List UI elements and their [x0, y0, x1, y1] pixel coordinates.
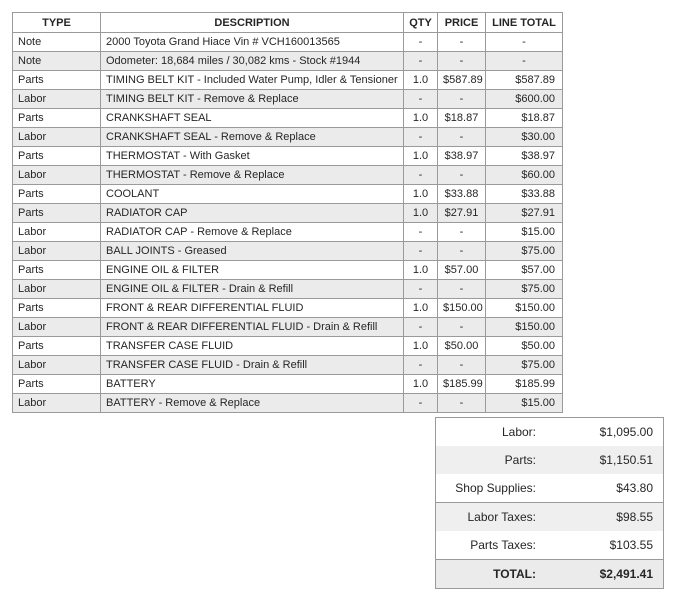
- total-value: $2,491.41: [599, 567, 653, 581]
- table-row: [13, 147, 563, 166]
- cell-price: $18.87: [438, 109, 486, 128]
- cell-line-total: $15.00: [486, 223, 563, 242]
- cell-qty: 1.0: [404, 185, 438, 204]
- table-row: [13, 52, 563, 71]
- table-row: [13, 33, 563, 52]
- summary-row-parts-taxes: [436, 531, 663, 559]
- table-row: [13, 223, 563, 242]
- invoice-table-header: [13, 13, 563, 33]
- cell-line-total: $75.00: [486, 242, 563, 261]
- header-qty: QTY: [404, 13, 438, 33]
- cell-price: -: [438, 90, 486, 109]
- cell-qty: 1.0: [404, 71, 438, 90]
- table-row: [13, 394, 563, 413]
- cell-qty: -: [404, 166, 438, 185]
- labor-value: $1,095.00: [599, 425, 653, 439]
- header-price: PRICE: [438, 13, 486, 33]
- header-description: DESCRIPTION: [101, 13, 404, 33]
- cell-price: -: [438, 242, 486, 261]
- parts-value: $1,150.51: [599, 453, 653, 467]
- table-row: [13, 185, 563, 204]
- cell-qty: -: [404, 90, 438, 109]
- cell-type: Labor: [13, 90, 101, 109]
- invoice-table-body: [13, 33, 563, 413]
- cell-qty: -: [404, 394, 438, 413]
- cell-description: ENGINE OIL & FILTER - Drain & Refill: [101, 280, 404, 299]
- header-type: TYPE: [13, 13, 101, 33]
- parts-taxes-value: $103.55: [609, 538, 653, 552]
- parts-taxes-label: Parts Taxes:: [470, 538, 536, 552]
- summary-row-shop-supplies: [436, 474, 663, 502]
- cell-type: Labor: [13, 223, 101, 242]
- parts-label: Parts:: [504, 453, 536, 467]
- table-row: [13, 128, 563, 147]
- cell-description: THERMOSTAT - Remove & Replace: [101, 166, 404, 185]
- cell-description: Odometer: 18,684 miles / 30,082 kms - Stock #1944: [101, 52, 404, 71]
- cell-qty: -: [404, 52, 438, 71]
- table-row: [13, 71, 563, 90]
- table-row: [13, 375, 563, 394]
- cell-type: Parts: [13, 147, 101, 166]
- cell-description: TIMING BELT KIT - Included Water Pump, Idler & Tensioner: [101, 71, 404, 90]
- cell-line-total: $18.87: [486, 109, 563, 128]
- cell-line-total: -: [486, 33, 563, 52]
- cell-qty: 1.0: [404, 299, 438, 318]
- cell-line-total: $75.00: [486, 280, 563, 299]
- cell-qty: 1.0: [404, 261, 438, 280]
- cell-description: CRANKSHAFT SEAL - Remove & Replace: [101, 128, 404, 147]
- cell-qty: 1.0: [404, 204, 438, 223]
- cell-type: Parts: [13, 71, 101, 90]
- summary-row-parts: [436, 446, 663, 474]
- cell-qty: 1.0: [404, 375, 438, 394]
- cell-line-total: $150.00: [486, 299, 563, 318]
- table-row: [13, 299, 563, 318]
- table-row: [13, 261, 563, 280]
- summary-row-labor: [436, 418, 663, 446]
- cell-type: Note: [13, 33, 101, 52]
- cell-price: $33.88: [438, 185, 486, 204]
- cell-type: Parts: [13, 204, 101, 223]
- cell-description: TIMING BELT KIT - Remove & Replace: [101, 90, 404, 109]
- table-row: [13, 280, 563, 299]
- total-label: TOTAL:: [493, 567, 536, 581]
- cell-price: -: [438, 33, 486, 52]
- cell-price: $150.00: [438, 299, 486, 318]
- cell-type: Parts: [13, 185, 101, 204]
- header-row: [13, 13, 563, 33]
- cell-price: $50.00: [438, 337, 486, 356]
- totals-summary: [435, 417, 664, 589]
- cell-description: CRANKSHAFT SEAL: [101, 109, 404, 128]
- table-row: [13, 109, 563, 128]
- cell-qty: -: [404, 128, 438, 147]
- cell-qty: -: [404, 223, 438, 242]
- cell-price: $587.89: [438, 71, 486, 90]
- cell-type: Labor: [13, 280, 101, 299]
- cell-line-total: $27.91: [486, 204, 563, 223]
- cell-description: TRANSFER CASE FLUID: [101, 337, 404, 356]
- cell-qty: -: [404, 318, 438, 337]
- cell-line-total: $600.00: [486, 90, 563, 109]
- cell-qty: -: [404, 33, 438, 52]
- cell-description: TRANSFER CASE FLUID - Drain & Refill: [101, 356, 404, 375]
- cell-line-total: $150.00: [486, 318, 563, 337]
- table-row: [13, 204, 563, 223]
- table-row: [13, 166, 563, 185]
- cell-description: FRONT & REAR DIFFERENTIAL FLUID: [101, 299, 404, 318]
- cell-qty: -: [404, 242, 438, 261]
- cell-line-total: $33.88: [486, 185, 563, 204]
- cell-type: Parts: [13, 299, 101, 318]
- cell-description: 2000 Toyota Grand Hiace Vin # VCH160013565: [101, 33, 404, 52]
- table-row: [13, 90, 563, 109]
- table-row: [13, 337, 563, 356]
- cell-description: BALL JOINTS - Greased: [101, 242, 404, 261]
- cell-price: $185.99: [438, 375, 486, 394]
- cell-qty: -: [404, 280, 438, 299]
- cell-type: Parts: [13, 337, 101, 356]
- cell-description: RADIATOR CAP: [101, 204, 404, 223]
- cell-description: COOLANT: [101, 185, 404, 204]
- cell-price: -: [438, 223, 486, 242]
- cell-price: $38.97: [438, 147, 486, 166]
- cell-price: -: [438, 128, 486, 147]
- summary-row-total: [436, 559, 663, 588]
- cell-line-total: $60.00: [486, 166, 563, 185]
- cell-price: $57.00: [438, 261, 486, 280]
- cell-qty: 1.0: [404, 147, 438, 166]
- cell-price: -: [438, 394, 486, 413]
- cell-type: Labor: [13, 242, 101, 261]
- cell-line-total: $75.00: [486, 356, 563, 375]
- labor-label: Labor:: [501, 425, 536, 439]
- cell-description: THERMOSTAT - With Gasket: [101, 147, 404, 166]
- cell-price: -: [438, 166, 486, 185]
- cell-price: -: [438, 318, 486, 337]
- cell-qty: 1.0: [404, 337, 438, 356]
- cell-type: Parts: [13, 375, 101, 394]
- cell-type: Parts: [13, 109, 101, 128]
- shop-supplies-label: Shop Supplies:: [455, 481, 536, 495]
- cell-type: Parts: [13, 261, 101, 280]
- cell-type: Labor: [13, 356, 101, 375]
- cell-line-total: -: [486, 52, 563, 71]
- summary-row-labor-taxes: [436, 502, 663, 531]
- table-row: [13, 356, 563, 375]
- cell-qty: 1.0: [404, 109, 438, 128]
- cell-line-total: $30.00: [486, 128, 563, 147]
- table-row: [13, 318, 563, 337]
- cell-line-total: $185.99: [486, 375, 563, 394]
- cell-line-total: $587.89: [486, 71, 563, 90]
- invoice-table: [12, 12, 563, 413]
- cell-qty: -: [404, 356, 438, 375]
- shop-supplies-value: $43.80: [616, 481, 653, 495]
- cell-line-total: $50.00: [486, 337, 563, 356]
- cell-line-total: $57.00: [486, 261, 563, 280]
- cell-type: Labor: [13, 318, 101, 337]
- cell-type: Labor: [13, 166, 101, 185]
- cell-description: BATTERY: [101, 375, 404, 394]
- cell-price: -: [438, 52, 486, 71]
- table-row: [13, 242, 563, 261]
- cell-price: -: [438, 280, 486, 299]
- cell-description: RADIATOR CAP - Remove & Replace: [101, 223, 404, 242]
- labor-taxes-value: $98.55: [616, 510, 653, 524]
- cell-line-total: $38.97: [486, 147, 563, 166]
- cell-price: -: [438, 356, 486, 375]
- cell-description: BATTERY - Remove & Replace: [101, 394, 404, 413]
- cell-description: ENGINE OIL & FILTER: [101, 261, 404, 280]
- cell-description: FRONT & REAR DIFFERENTIAL FLUID - Drain & Refill: [101, 318, 404, 337]
- cell-line-total: $15.00: [486, 394, 563, 413]
- header-line-total: LINE TOTAL: [486, 13, 563, 33]
- cell-type: Labor: [13, 128, 101, 147]
- cell-price: $27.91: [438, 204, 486, 223]
- cell-type: Note: [13, 52, 101, 71]
- labor-taxes-label: Labor Taxes:: [467, 510, 536, 524]
- cell-type: Labor: [13, 394, 101, 413]
